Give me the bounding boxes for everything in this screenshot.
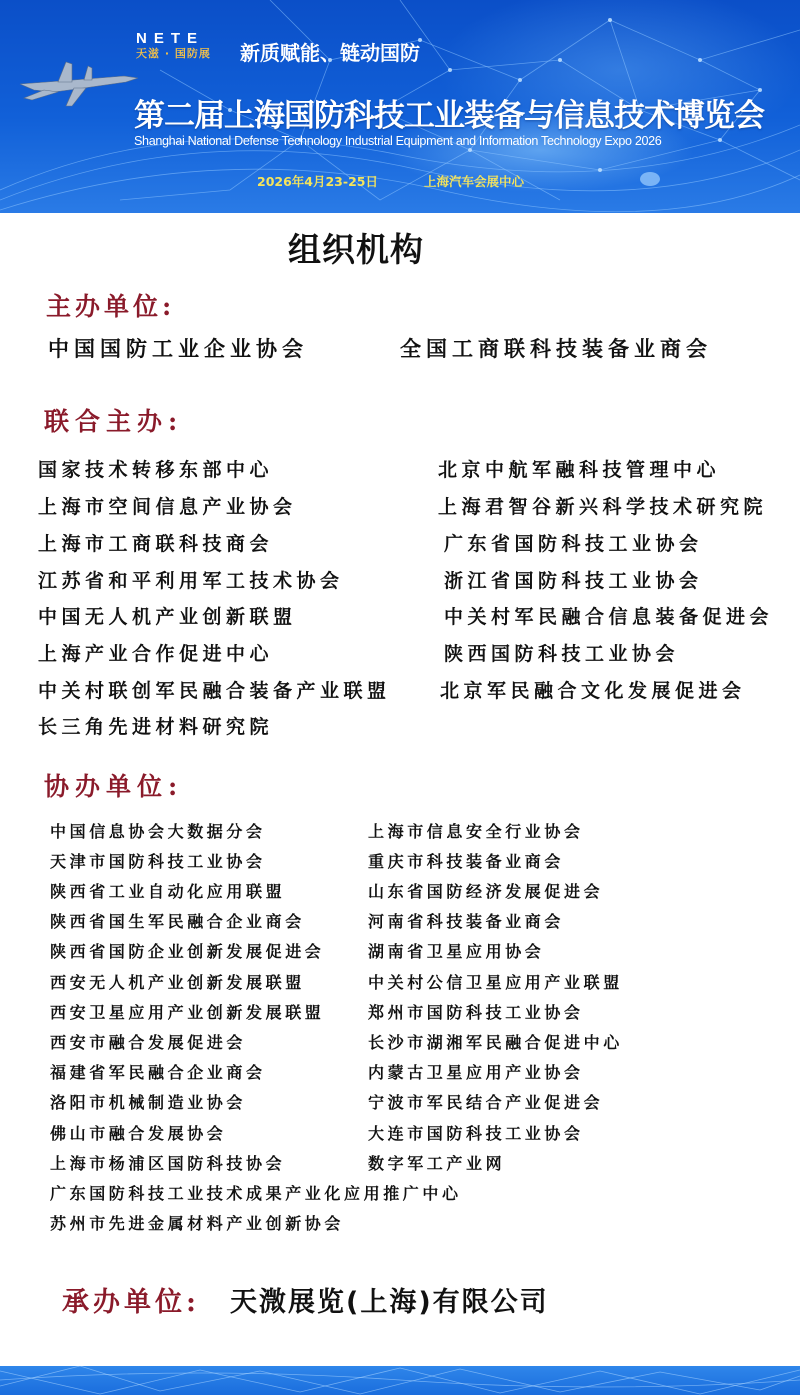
nete-logo <box>136 31 211 61</box>
fighter-jet-image <box>14 58 139 110</box>
support-item: 福建省军民融合企业商会 <box>50 1063 266 1082</box>
support-item: 陕西省国生军民融合企业商会 <box>50 912 305 931</box>
page-title: 组织机构 <box>288 230 424 269</box>
cohost-section-label: 联合主办: <box>44 407 184 436</box>
logo-subtitle: 天滋 · 国防展 <box>136 47 211 60</box>
cohost-item: 陕西国防科技工业协会 <box>444 643 680 665</box>
cohost-item: 长三角先进材料研究院 <box>38 716 274 738</box>
cohost-item: 中关村联创军民融合装备产业联盟 <box>38 680 391 702</box>
support-item: 大连市国防科技工业协会 <box>368 1124 584 1143</box>
cohost-item: 国家技术转移东部中心 <box>38 459 274 481</box>
support-item: 西安市融合发展促进会 <box>50 1033 247 1052</box>
organizer-section-label: 承办单位: <box>62 1287 200 1318</box>
host-section-label: 主办单位: <box>46 292 176 321</box>
cohost-item: 北京中航军融科技管理中心 <box>438 459 721 481</box>
cohost-item: 上海产业合作促进中心 <box>38 643 274 665</box>
cohost-item: 上海君智谷新兴科学技术研究院 <box>438 496 768 518</box>
host-item: 中国国防工业企业协会 <box>48 337 308 361</box>
support-item: 陕西省国防企业创新发展促进会 <box>50 942 325 961</box>
cohost-item: 广东省国防科技工业协会 <box>444 533 703 555</box>
support-item: 宁波市军民结合产业促进会 <box>368 1093 604 1112</box>
cohost-item: 江苏省和平利用军工技术协会 <box>38 570 344 592</box>
support-item: 西安卫星应用产业创新发展联盟 <box>50 1003 325 1022</box>
footer-band <box>0 1366 800 1395</box>
support-item: 苏州市先进金属材料产业创新协会 <box>50 1214 345 1233</box>
support-item: 天津市国防科技工业协会 <box>50 852 266 871</box>
cohost-item: 中国无人机产业创新联盟 <box>38 606 297 628</box>
cohost-item: 中关村军民融合信息装备促进会 <box>444 606 774 628</box>
cohost-item: 上海市工商联科技商会 <box>38 533 274 555</box>
expo-venue: 上海汽车会展中心 <box>424 174 525 189</box>
support-item: 中国信息协会大数据分会 <box>50 822 266 841</box>
cohost-item: 北京军民融合文化发展促进会 <box>440 680 746 702</box>
support-item: 长沙市湖湘军民融合促进中心 <box>368 1033 623 1052</box>
slogan: 新质赋能、链动国防 <box>240 41 420 65</box>
support-item: 河南省科技装备业商会 <box>368 912 565 931</box>
support-item: 郑州市国防科技工业协会 <box>368 1003 584 1022</box>
support-item: 数字军工产业网 <box>368 1154 506 1173</box>
support-item: 山东省国防经济发展促进会 <box>368 882 604 901</box>
support-item: 上海市信息安全行业协会 <box>368 822 584 841</box>
support-item: 广东国防科技工业技术成果产业化应用推广中心 <box>50 1184 462 1203</box>
network-lines-decoration <box>0 1366 800 1395</box>
expo-date: 2026年4月23-25日 <box>257 174 378 189</box>
expo-title-en: Shanghai National Defense Technology Industrial Equipment and Information Technology Expo 2026 <box>134 134 662 148</box>
logo-mark: NETE <box>136 30 205 47</box>
support-item: 重庆市科技装备业商会 <box>368 852 565 871</box>
expo-title-cn: 第二届上海国防科技工业装备与信息技术博览会 <box>134 98 764 134</box>
support-item: 洛阳市机械制造业协会 <box>50 1093 247 1112</box>
host-item: 全国工商联科技装备业商会 <box>400 337 712 361</box>
support-section-label: 协办单位: <box>44 772 184 801</box>
support-item: 中关村公信卫星应用产业联盟 <box>368 973 623 992</box>
organizer-name: 天溦展览(上海)有限公司 <box>230 1287 549 1318</box>
support-item: 内蒙古卫星应用产业协会 <box>368 1063 584 1082</box>
support-item: 西安无人机产业创新发展联盟 <box>50 973 305 992</box>
cohost-item: 浙江省国防科技工业协会 <box>444 570 703 592</box>
cohost-item: 上海市空间信息产业协会 <box>38 496 297 518</box>
support-item: 上海市杨浦区国防科技协会 <box>50 1154 286 1173</box>
support-item: 佛山市融合发展协会 <box>50 1124 227 1143</box>
support-item: 湖南省卫星应用协会 <box>368 942 545 961</box>
header-banner <box>0 0 800 213</box>
support-item: 陕西省工业自动化应用联盟 <box>50 882 286 901</box>
